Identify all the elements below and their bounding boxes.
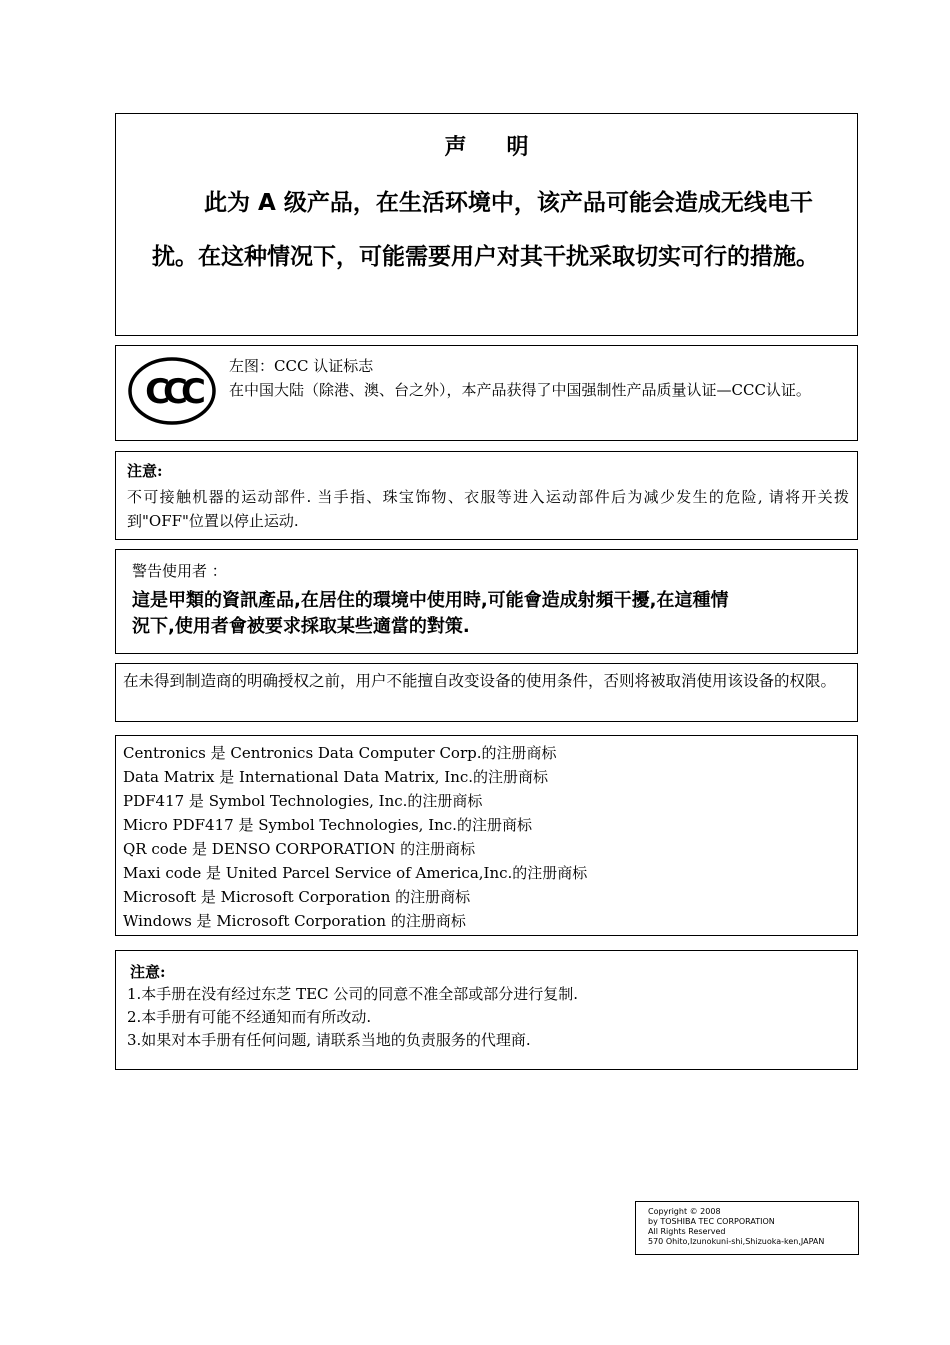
declaration-body: 此为 A 级产品，在生活环境中，该产品可能会造成无线电干扰。在这种情况下，可能需要用户对其干扰采取切实可行的措施。 xyxy=(152,190,819,270)
trademark-item: Data Matrix 是 International Data Matrix, Inc.的注册商标 xyxy=(123,768,549,786)
copyright-line: All Rights Reserved xyxy=(648,1227,726,1236)
trademark-item: Microsoft 是 Microsoft Corporation 的注册商标 xyxy=(123,888,471,906)
trademark-item: Centronics 是 Centronics Data Computer Corp.的注册商标 xyxy=(123,744,557,762)
declaration-box xyxy=(115,113,858,336)
ccc-description xyxy=(229,354,849,402)
warning-box xyxy=(115,549,858,654)
trademarks-box xyxy=(115,735,858,936)
caution-title: 注意: xyxy=(127,462,163,480)
ccc-statement: 在中国大陆（除港、澳、台之外），本产品获得了中国强制性产品质量认证—CCC认证。 xyxy=(229,381,811,399)
warning-text: 這是甲類的資訊產品,在居住的環境中使用時,可能會造成射頻干擾,在這種情況下,使用者會被要求採取某些適當的對策. xyxy=(132,590,729,637)
caution-box xyxy=(115,451,858,540)
trademark-item: Windows 是 Microsoft Corporation 的注册商标 xyxy=(123,912,466,930)
trademark-list xyxy=(123,741,587,933)
copyright-box xyxy=(635,1201,859,1255)
note-item: 1.本手册在没有经过东芝 TEC 公司的同意不准全部或部分进行复制. xyxy=(127,985,579,1003)
trademark-item: PDF417 是 Symbol Technologies, Inc.的注册商标 xyxy=(123,792,483,810)
ccc-caption: 左图：CCC 认证标志 xyxy=(229,357,374,375)
copyright-text xyxy=(648,1207,824,1247)
trademark-item: Maxi code 是 United Parcel Service of America,Inc.的注册商标 xyxy=(123,864,588,882)
copyright-line: by TOSHIBA TEC CORPORATION xyxy=(648,1217,775,1226)
ccc-logo-text: CCC xyxy=(145,372,199,412)
authorization-text: 在未得到制造商的明确授权之前，用户不能擅自改变设备的使用条件，否则将被取消使用该设备的权限。 xyxy=(123,672,837,690)
warning-title: 警告使用者 ： xyxy=(132,562,227,580)
trademark-item: Micro PDF417 是 Symbol Technologies, Inc.的注册商标 xyxy=(123,816,532,834)
authorization-box xyxy=(115,663,858,722)
notes-title: 注意: xyxy=(130,963,166,981)
note-item: 3.如果对本手册有任何问题, 请联系当地的负责服务的代理商. xyxy=(127,1031,531,1049)
caution-text: 不可接触机器的运动部件. 当手指、珠宝饰物、衣服等进入运动部件后为减少发生的危险, 请将开关拨到"OFF"位置以停止运动. xyxy=(127,488,849,530)
copyright-line: Copyright © 2008 xyxy=(648,1207,721,1216)
notes-list xyxy=(127,983,578,1052)
ccc-certification-logo xyxy=(128,356,216,426)
notes-box xyxy=(115,950,858,1070)
note-item: 2.本手册有可能不经通知而有所改动. xyxy=(127,1008,372,1026)
ccc-box xyxy=(115,345,858,441)
copyright-line: 570 Ohito,Izunokuni-shi,Shizuoka-ken,JAPAN xyxy=(648,1237,825,1246)
declaration-title: 声明 xyxy=(444,135,569,160)
trademark-item: QR code 是 DENSO CORPORATION 的注册商标 xyxy=(123,840,476,858)
